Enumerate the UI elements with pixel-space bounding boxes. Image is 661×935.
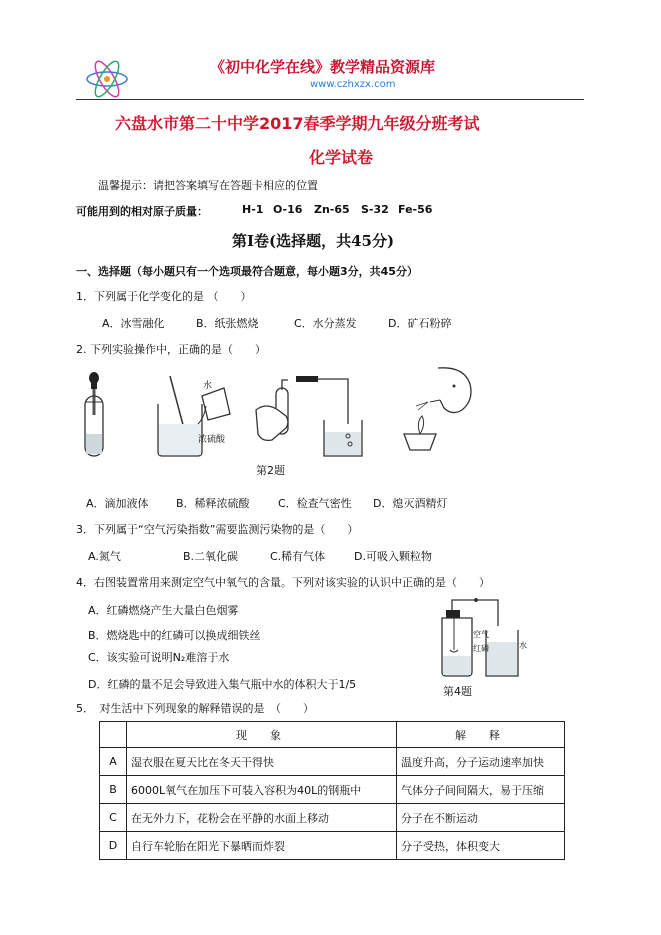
q2-figure-d xyxy=(398,364,478,460)
row-phenomenon: 自行车轮胎在阳光下暴晒而炸裂 xyxy=(127,832,397,860)
q4-figure-caption: 第4题 xyxy=(443,685,472,698)
q4-water-label: 水 xyxy=(519,641,527,650)
section-instruction: 一、选择题（每小题只有一个选项最符合题意，每小题3分，共45分） xyxy=(76,265,418,278)
banner-divider xyxy=(76,99,584,100)
atom-logo-icon xyxy=(84,56,130,102)
row-explanation: 温度升高，分子运动速率加快 xyxy=(397,748,565,776)
table-header-row xyxy=(100,722,565,748)
row-explanation: 分子受热，体积变大 xyxy=(397,832,565,860)
q1-option-c[interactable]: C．水分蒸发 xyxy=(294,317,357,330)
q5-stem: 5． 对生活中下列现象的解释错误的是 （ ） xyxy=(76,702,314,715)
atomic-mass-item: Zn-65 xyxy=(314,203,350,216)
q2-figure-b xyxy=(150,374,246,458)
q3-stem: 3．下列属于“空气污染指数”需要监测污染物的是（ ） xyxy=(76,523,359,536)
q2-option-c[interactable]: C．检查气密性 xyxy=(278,497,352,510)
table-header-phenomenon: 现 象 xyxy=(127,722,397,748)
atomic-mass-label: 可能用到的相对原子质量： xyxy=(76,205,208,218)
q2-figure-c xyxy=(252,370,364,460)
table-row xyxy=(100,832,565,860)
q2-option-d[interactable]: D．熄灭酒精灯 xyxy=(373,497,448,510)
q4-phosphorus-label: 红磷 xyxy=(473,644,489,653)
q3-option-a[interactable]: A.氮气 xyxy=(88,550,121,563)
q4-air-label: 空气 xyxy=(473,630,489,639)
q4-option-a[interactable]: A．红磷燃烧产生大量白色烟雾 xyxy=(88,604,239,617)
row-phenomenon: 6000L氧气在加压下可装入容积为40L的钢瓶中 xyxy=(127,776,397,804)
q4-stem: 4．右图装置常用来测定空气中氧气的含量。下列对该实验的认识中正确的是（ ） xyxy=(76,576,490,589)
q2-option-b[interactable]: B．稀释浓硫酸 xyxy=(176,497,250,510)
q2-stem: 2. 下列实验操作中，正确的是（ ） xyxy=(76,343,266,356)
q2-figure-caption: 第2题 xyxy=(256,464,285,477)
table-row xyxy=(100,748,565,776)
q3-option-d[interactable]: D.可吸入颗粒物 xyxy=(354,550,432,563)
row-phenomenon: 湿衣服在夏天比在冬天干得快 xyxy=(127,748,397,776)
banner-url[interactable]: www.czhxzx.com xyxy=(310,79,396,90)
atomic-mass-item: Fe-56 xyxy=(398,203,433,216)
atomic-mass-item: S-32 xyxy=(361,203,389,216)
q1-option-a[interactable]: A．冰雪融化 xyxy=(102,317,165,330)
q4-option-d[interactable]: D．红磷的量不足会导致进入集气瓶中水的体积大于1/5 xyxy=(88,678,357,691)
row-label: D xyxy=(100,832,127,860)
q4-option-b[interactable]: B．燃烧匙中的红磷可以换成细铁丝 xyxy=(88,629,261,642)
atomic-mass-item: O-16 xyxy=(273,203,303,216)
banner-logo xyxy=(84,56,130,102)
table-row xyxy=(100,776,565,804)
q2-acid-label: 浓硫酸 xyxy=(198,435,226,445)
atomic-mass-item: H-1 xyxy=(242,203,264,216)
row-label: C xyxy=(100,804,127,832)
q1-option-b[interactable]: B．纸张燃烧 xyxy=(196,317,259,330)
q3-option-c[interactable]: C.稀有气体 xyxy=(270,550,326,563)
subject-title: 化学试卷 xyxy=(309,148,374,167)
q2-water-label: 水 xyxy=(203,381,213,391)
row-phenomenon: 在无外力下，花粉会在平静的水面上移动 xyxy=(127,804,397,832)
table-header-explanation: 解 释 xyxy=(397,722,565,748)
q1-option-d[interactable]: D．矿石粉碎 xyxy=(388,317,452,330)
row-label: B xyxy=(100,776,127,804)
q2-figure-a xyxy=(78,372,112,458)
row-explanation: 气体分子间间隔大，易于压缩 xyxy=(397,776,565,804)
exam-title: 六盘水市第二十中学2017春季学期九年级分班考试 xyxy=(115,114,480,133)
q5-table xyxy=(99,721,565,860)
table-row xyxy=(100,804,565,832)
banner-title: 《初中化学在线》教学精品资源库 xyxy=(210,58,436,76)
q2-option-a[interactable]: A．滴加液体 xyxy=(86,497,149,510)
row-explanation: 分子在不断运动 xyxy=(397,804,565,832)
tip-text: 温馨提示：请把答案填写在答题卡相应的位置 xyxy=(98,179,318,192)
section-heading: 第Ⅰ卷(选择题，共45分) xyxy=(232,232,395,250)
q1-stem: 1．下列属于化学变化的是 （ ） xyxy=(76,290,252,303)
q4-option-c[interactable]: C．该实验可说明N₂难溶于水 xyxy=(88,651,230,664)
row-label: A xyxy=(100,748,127,776)
q3-option-b[interactable]: B.二氧化碳 xyxy=(183,550,239,563)
